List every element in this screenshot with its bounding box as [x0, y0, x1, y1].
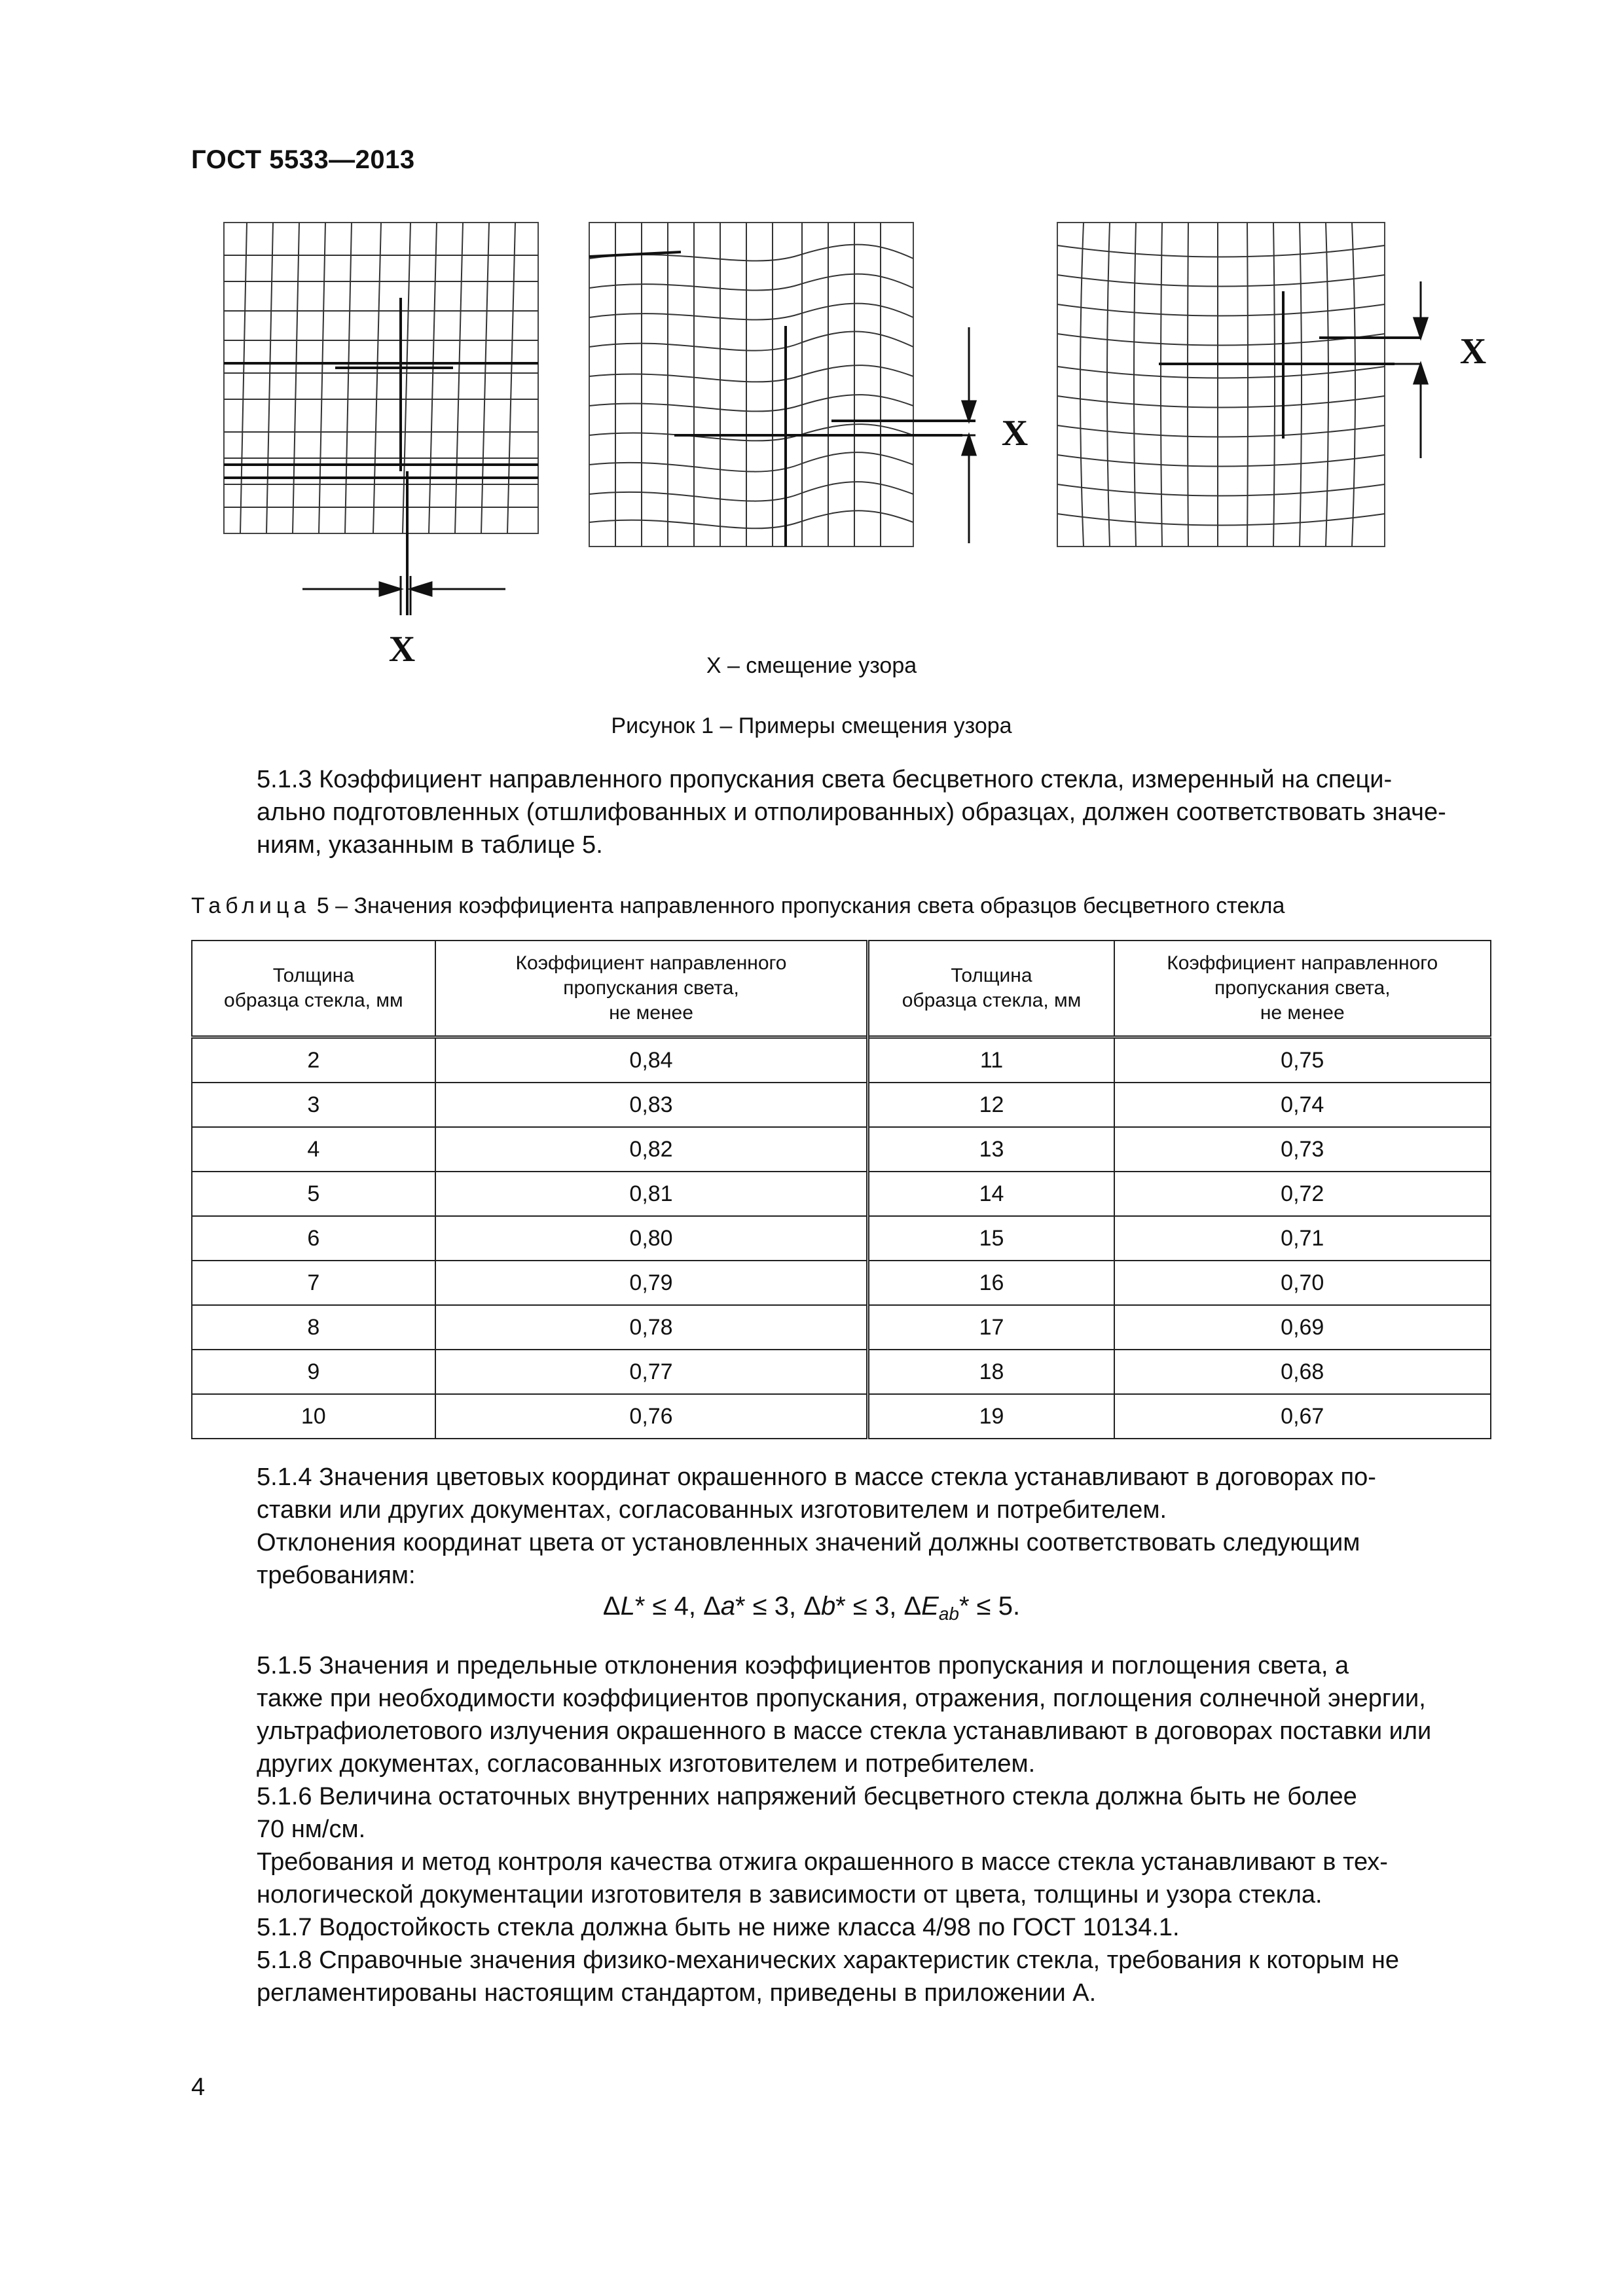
paragraph-line: 70 нм/см.	[257, 1816, 366, 1843]
paragraph-line: регламентированы настоящим стандартом, приведены в приложении А.	[257, 1979, 1097, 2007]
paragraph-5-1-6	[191, 1780, 1491, 1846]
header-coefficient: Коэффициент направленного пропускания света, не менее	[435, 941, 868, 1037]
table-row	[192, 1127, 1491, 1172]
table-row	[192, 1172, 1491, 1216]
dimension-arrows	[1381, 281, 1427, 458]
cell-thickness: 18	[868, 1350, 1114, 1394]
cell-thickness: 6	[192, 1216, 435, 1261]
paragraph-line: 5.1.6 Величина остаточных внутренних напряжений бесцветного стекла должна быть не более	[257, 1783, 1357, 1810]
cell-coefficient: 0,83	[435, 1083, 868, 1127]
page-number: 4	[191, 2073, 206, 2101]
cell-thickness: 2	[192, 1037, 435, 1083]
cell-coefficient: 0,68	[1114, 1350, 1491, 1394]
cell-coefficient: 0,73	[1114, 1127, 1491, 1172]
paragraph-line: также при необходимости коэффициентов пропускания, отражения, поглощения солнечной энергии,	[257, 1685, 1426, 1712]
cell-thickness: 11	[868, 1037, 1114, 1083]
figure-example-vertical-shift	[211, 209, 551, 681]
figure-example-bowed-shift	[1054, 209, 1525, 563]
cell-coefficient: 0,78	[435, 1305, 868, 1350]
shift-marker-label: X	[1001, 413, 1029, 454]
table-row	[192, 1216, 1491, 1261]
cell-thickness: 9	[192, 1350, 435, 1394]
paragraph-line: других документах, согласованных изготовителем и потребителем.	[257, 1750, 1036, 1778]
cell-thickness: 12	[868, 1083, 1114, 1127]
shift-marker-label: X	[388, 629, 416, 670]
cell-thickness: 13	[868, 1127, 1114, 1172]
paragraph-line: ставки или других документах, согласованных изготовителем и потребителем.	[257, 1496, 1167, 1524]
cell-thickness: 4	[192, 1127, 435, 1172]
table-row	[192, 1305, 1491, 1350]
cell-coefficient: 0,70	[1114, 1261, 1491, 1305]
pattern-grid	[224, 223, 538, 533]
figure-caption: Рисунок 1 – Примеры смещения узора	[611, 713, 1012, 738]
table-row	[192, 1037, 1491, 1083]
figure-legend: X – смещение узора	[706, 653, 917, 678]
paragraph-line: 5.1.8 Справочные значения физико-механических характеристик стекла, требования к которым не	[257, 1946, 1400, 1974]
header-thickness-2: Толщина образца стекла, мм	[868, 941, 1114, 1037]
paragraph-annealing	[191, 1846, 1491, 1911]
paragraph-5-1-5	[191, 1649, 1491, 1780]
cell-coefficient: 0,80	[435, 1216, 868, 1261]
paragraph-line: 5.1.4 Значения цветовых координат окрашенного в массе стекла устанавливают в договорах по-	[257, 1463, 1376, 1491]
table-row	[192, 1350, 1491, 1394]
cell-coefficient: 0,77	[435, 1350, 868, 1394]
cell-thickness: 14	[868, 1172, 1114, 1216]
cell-coefficient: 0,76	[435, 1394, 868, 1439]
paragraph-5-1-3	[191, 763, 1491, 861]
paragraph-line: 5.1.5 Значения и предельные отклонения коэффициентов пропускания и поглощения света, а	[257, 1652, 1349, 1679]
paragraph-color-deviation	[191, 1526, 1491, 1592]
paragraph-5-1-4	[191, 1461, 1491, 1526]
cell-coefficient: 0,72	[1114, 1172, 1491, 1216]
shift-lines	[589, 252, 976, 547]
table-title	[191, 893, 1491, 919]
color-tolerance-formula: ΔL* ≤ 4, Δa* ≤ 3, Δb* ≤ 3, $\Delta E_{ab}* \le 5$.	[602, 1592, 1021, 1624]
document-code: ГОСТ 5533—2013	[191, 145, 415, 174]
cell-coefficient: 0,82	[435, 1127, 868, 1172]
cell-coefficient: 0,69	[1114, 1305, 1491, 1350]
paragraph-line: ультрафиолетового излучения окрашенного в массе стекла устанавливают в договорах поставки или	[257, 1717, 1432, 1745]
cell-thickness: 5	[192, 1172, 435, 1216]
header-thickness: Толщина образца стекла, мм	[192, 941, 435, 1037]
pattern-grid	[1057, 223, 1385, 547]
paragraph-5-1-7	[191, 1911, 1491, 1944]
table-title-word: Таблица	[191, 893, 311, 918]
table-title-text: 5 – Значения коэффициента направленного пропускания света образцов бесцветного стекла	[310, 893, 1285, 918]
dimension-arrows	[302, 576, 505, 615]
pattern-grid	[589, 223, 913, 547]
cell-thickness: 7	[192, 1261, 435, 1305]
paragraph-line: 5.1.3 Коэффициент направленного пропускания света бесцветного стекла, измеренный на специ-	[257, 766, 1393, 793]
cell-coefficient: 0,67	[1114, 1394, 1491, 1439]
cell-thickness: 8	[192, 1305, 435, 1350]
shift-marker-label: X	[1459, 331, 1487, 372]
cell-thickness: 15	[868, 1216, 1114, 1261]
paragraph-line: ниям, указанным в таблице 5.	[257, 831, 603, 859]
cell-coefficient: 0,74	[1114, 1083, 1491, 1127]
header-coefficient-2: Коэффициент направленного пропускания света, не менее	[1114, 941, 1491, 1037]
cell-coefficient: 0,71	[1114, 1216, 1491, 1261]
cell-coefficient: 0,79	[435, 1261, 868, 1305]
cell-thickness: 3	[192, 1083, 435, 1127]
cell-thickness: 10	[192, 1394, 435, 1439]
figure-example-wavy-shift	[583, 209, 1054, 563]
table-row	[192, 1394, 1491, 1439]
paragraph-line: Отклонения координат цвета от установленных значений должны соответствовать следующим	[257, 1529, 1360, 1556]
table-row	[192, 1261, 1491, 1305]
cell-coefficient: 0,75	[1114, 1037, 1491, 1083]
table-header-row	[192, 941, 1491, 1037]
cell-thickness: 16	[868, 1261, 1114, 1305]
cell-thickness: 19	[868, 1394, 1114, 1439]
paragraph-5-1-8	[191, 1944, 1491, 2009]
transmission-table	[191, 940, 1491, 1439]
paragraph-line: ально подготовленных (отшлифованных и отполированных) образцах, должен соответствовать значе-	[257, 798, 1446, 826]
paragraph-line: нологической документации изготовителя в зависимости от цвета, толщины и узора стекла.	[257, 1881, 1322, 1909]
cell-thickness: 17	[868, 1305, 1114, 1350]
paragraph-line: требованиям:	[257, 1562, 416, 1589]
paragraph-line: 5.1.7 Водостойкость стекла должна быть не ниже класса 4/98 по ГОСТ 10134.1.	[257, 1914, 1180, 1941]
paragraph-line: Требования и метод контроля качества отжига окрашенного в массе стекла устанавливают в тех-	[257, 1848, 1388, 1876]
dimension-arrows	[962, 327, 976, 543]
cell-coefficient: 0,81	[435, 1172, 868, 1216]
table-row	[192, 1083, 1491, 1127]
cell-coefficient: 0,84	[435, 1037, 868, 1083]
